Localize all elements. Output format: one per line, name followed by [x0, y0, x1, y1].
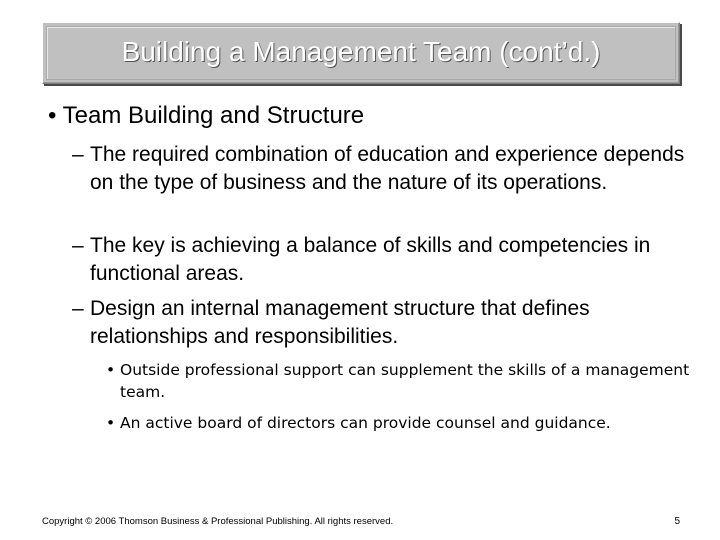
- bullet-marker: •: [48, 102, 57, 129]
- sub-bullet-marker: •: [106, 361, 116, 379]
- sub-point-2: [106, 412, 696, 434]
- footer-copyright: Copyright © 2006 Thomson Business & Professional Publishing. All rights reserved.: [42, 516, 394, 527]
- dash-point-text: The key is achieving a balance of skills and competencies in functional areas.: [90, 234, 651, 285]
- dash-point-text: The required combination of education and experience depends on the type of business and the nature of its operations.: [90, 143, 685, 194]
- main-bullet-text: Team Building and Structure: [62, 102, 365, 129]
- sub-bullet-marker: •: [106, 414, 116, 432]
- sub-point-text: An active board of directors can provide counsel and guidance.: [120, 414, 611, 432]
- sub-point-text: Outside professional support can supplement the skills of a management team.: [120, 361, 690, 401]
- dash-marker: –: [72, 143, 84, 166]
- dash-marker: –: [72, 234, 84, 257]
- slide-title: Building a Management Team (cont’d.): [121, 36, 601, 67]
- title-banner: [42, 22, 680, 84]
- dash-point-1: [72, 141, 702, 197]
- dash-marker: –: [72, 297, 84, 320]
- dash-point-2: [72, 232, 702, 288]
- main-bullet: [48, 102, 364, 130]
- dash-point-text: Design an internal management structure that defines relationships and responsibilities.: [90, 297, 590, 348]
- dash-point-3: [72, 295, 702, 351]
- page-number: 5: [674, 516, 680, 527]
- sub-point-1: [106, 359, 696, 403]
